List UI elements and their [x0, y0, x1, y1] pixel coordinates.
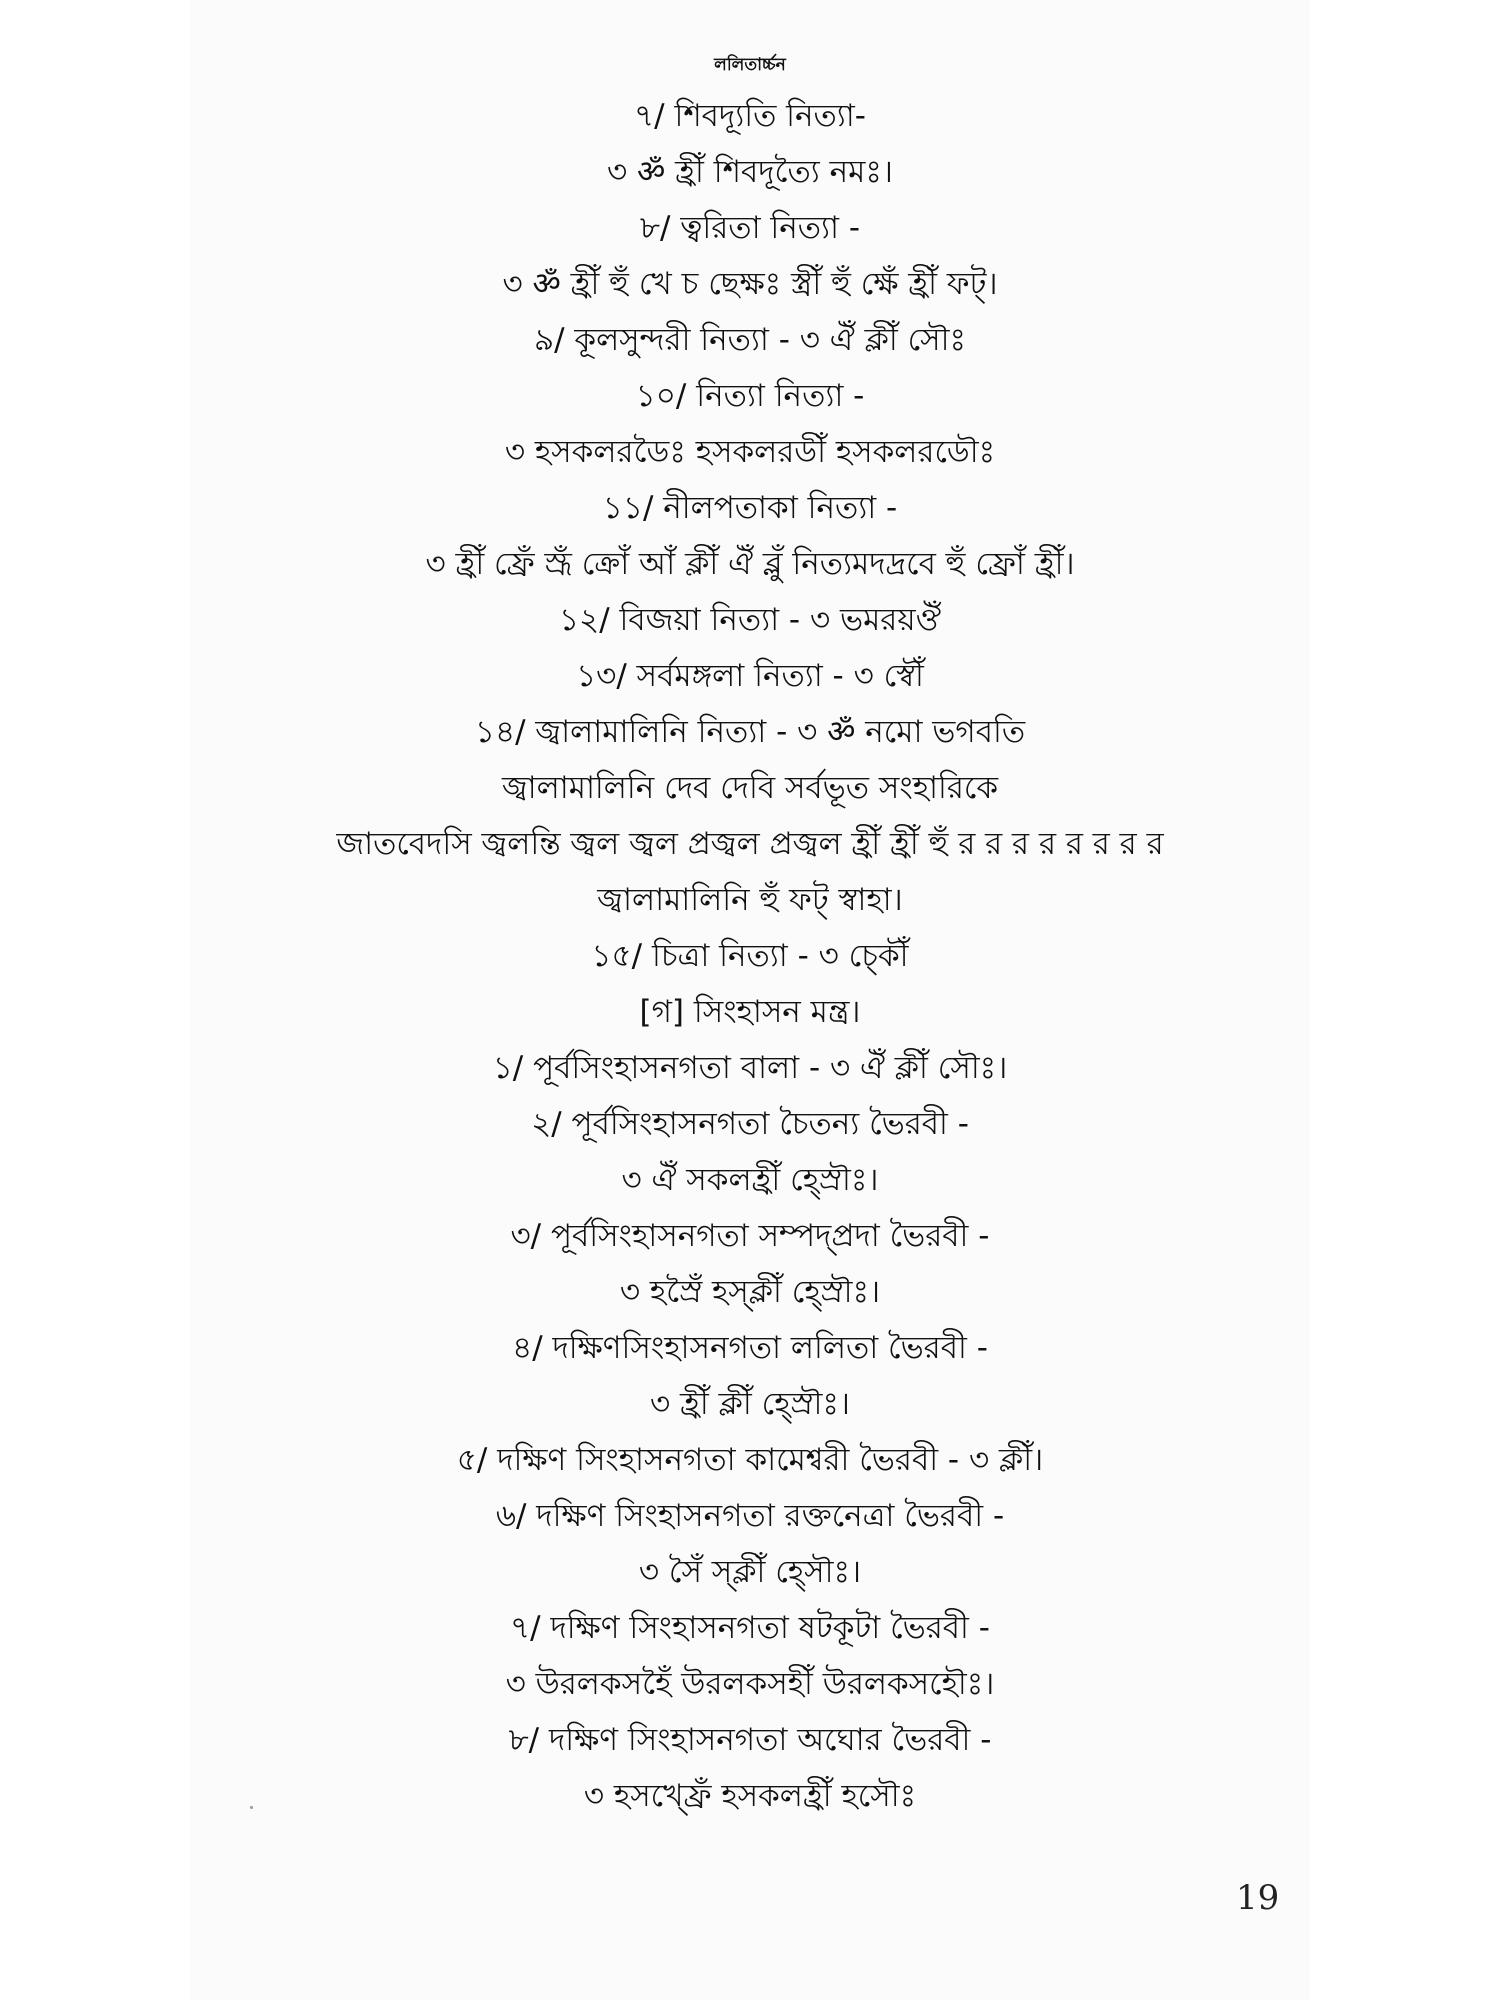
text-line: ১/ পূর্বসিংহাসনগতা বালা - ৩ ঐঁ ক্লীঁ সৌঃ।: [492, 1050, 1008, 1086]
text-line: ৫/ দক্ষিণ সিংহাসনগতা কামেশ্বরী ভৈরবী - ৩ ক্লীঁ।: [456, 1442, 1044, 1478]
text-line: ৩ উরলকসহৈঁ উরলকসহীঁ উরলকসহৌঃ।: [505, 1666, 995, 1702]
text-line: ৩ ॐ হ্রীঁ হুঁ খে চ ছেক্ষঃ স্ত্রীঁ হুঁ ক্ষেঁ হ্রীঁ ফট্।: [502, 266, 998, 302]
text-line: ৩ সৈঁ স্ক্লীঁ হ্সৌঃ।: [638, 1554, 862, 1590]
text-line: ২/ পূর্বসিংহাসনগতা চৈতন্য ভৈরবী -: [531, 1106, 969, 1142]
text-body: [0, 88, 1500, 1824]
text-line: জাতবেদসি জ্বলন্তি জ্বল জ্বল প্রজ্বল প্রজ্বল হ্রীঁ হ্রীঁ হুঁ র র র র র র র র: [336, 826, 1164, 862]
text-line: ৩ ঐঁ সকলহ্রীঁ হ্স্রৌঃ।: [621, 1162, 879, 1198]
text-line: ৬/ দক্ষিণ সিংহাসনগতা রক্তনেত্রা ভৈরবী -: [495, 1498, 1005, 1534]
text-line: জ্বালামালিনি হুঁ ফট্ স্বাহা।: [597, 882, 903, 918]
text-line: ৩ হসকলরডৈঃ হসকলরডীঁ হসকলরডৌঃ: [504, 434, 996, 470]
text-line: ৮/ ত্বরিতা নিত্যা -: [639, 210, 861, 246]
running-head: ললিতার্চ্চন: [714, 55, 786, 75]
text-line: ১৩/ সর্বমঙ্গলা নিত্যা - ৩ স্বৌঁ: [576, 658, 924, 694]
text-line: ১২/ বিজয়া নিত্যা - ৩ ভমরয়ঔঁ: [558, 602, 942, 638]
text-line: ৪/ দক্ষিণসিংহাসনগতা ললিতা ভৈরবী -: [512, 1330, 988, 1366]
text-line: ৭/ দক্ষিণ সিংহাসনগতা ষটকূটা ভৈরবী -: [510, 1610, 990, 1646]
text-line: ১০/ নিত্যা নিত্যা -: [635, 378, 865, 414]
text-line: ৩ হ্রীঁ ফ্রেঁ স্রূঁ ক্রোঁ আঁ ক্লীঁ ঐঁ ব্লুঁ নিত্যমদদ্রবে হুঁ ফ্রোঁ হ্রীঁ।: [425, 546, 1075, 582]
text-line: জ্বালামালিনি দেব দেবি সর্বভূত সংহারিকে: [501, 770, 999, 806]
text-line: ৩ ॐ হ্রীঁ শিবদূত্যৈ নমঃ।: [607, 154, 893, 190]
page-number: 19: [1236, 1878, 1280, 1918]
text-line: ৮/ দক্ষিণ সিংহাসনগতা অঘোর ভৈরবী -: [508, 1722, 992, 1758]
text-line: ১৪/ জ্বালামালিনি নিত্যা - ৩ ॐ নমো ভগবতি: [474, 714, 1026, 750]
section-heading: [গ] সিংহাসন মন্ত্র।: [639, 994, 861, 1030]
text-line: ৭/ শিবদ্যূতি নিত্যা-: [634, 98, 866, 134]
text-line: ৩ হসখ্ফ্রেঁ হসকলহ্রীঁ হসৌঃ: [583, 1778, 917, 1814]
text-line: ৩ হস্রৈঁ হস্ক্লীঁ হ্স্রৌঃ।: [619, 1274, 881, 1310]
text-line: ৩ হ্রীঁ ক্লীঁ হ্স্রৌঃ।: [650, 1386, 850, 1422]
print-speck: [250, 1806, 253, 1809]
text-line: ১১/ নীলপতাকা নিত্যা -: [602, 490, 898, 526]
text-line: ৯/ কূলসুন্দরী নিত্যা - ৩ ঐঁ ক্লীঁ সৌঃ: [533, 322, 967, 358]
text-line: ১৫/ চিত্রা নিত্যা - ৩ চ্কৌঁ: [591, 938, 909, 974]
text-line: ৩/ পূর্বসিংহাসনগতা সম্পদ্প্রদা ভৈরবী -: [510, 1218, 990, 1254]
